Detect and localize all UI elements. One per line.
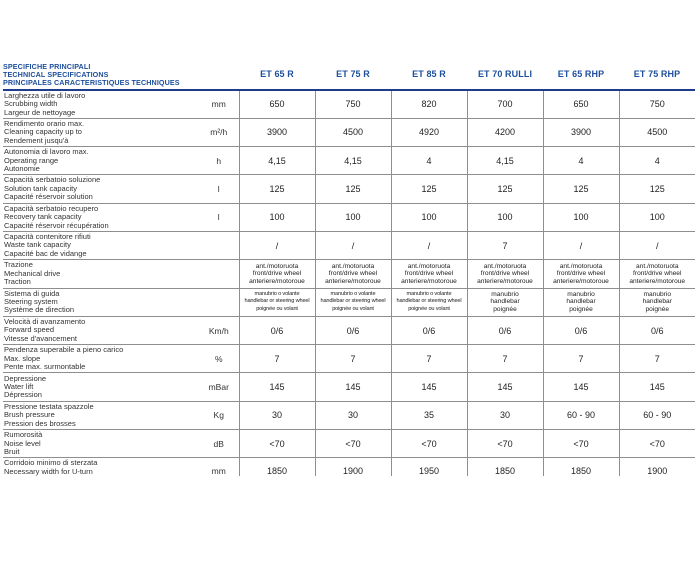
spec-label-line: Noise level — [4, 438, 41, 448]
spec-value: / — [543, 231, 619, 259]
spec-label-line: Traction — [4, 277, 31, 287]
spec-label-line: Pression des brosses — [4, 418, 76, 428]
spec-label-line: Capacità contenitore rifiuti — [4, 232, 91, 242]
spec-value-line: manubrio — [567, 290, 595, 298]
spec-unit: mBar — [199, 373, 239, 401]
spec-value: 0/6 — [391, 316, 467, 344]
spec-value: 700 — [467, 90, 543, 118]
spec-value: <70 — [239, 430, 315, 458]
spec-label — [3, 147, 199, 175]
spec-value: 650 — [543, 90, 619, 118]
spec-value: 7 — [467, 231, 543, 259]
page-margin — [0, 476, 700, 571]
spec-value-line: anteriere/motoroue — [249, 277, 305, 285]
spec-label-line: Pendenza superabile a pieno carico — [4, 345, 124, 355]
spec-value — [619, 260, 695, 288]
table-row — [3, 118, 695, 146]
table-row — [3, 345, 695, 373]
spec-value: 100 — [315, 203, 391, 231]
spec-label-line: Autonomie — [4, 163, 40, 173]
table-body — [3, 90, 695, 485]
spec-value: 125 — [391, 175, 467, 203]
spec-label-line: Solution tank capacity — [4, 183, 77, 193]
spec-value: 750 — [619, 90, 695, 118]
spec-unit — [199, 260, 239, 288]
spec-value-line: handlebar — [566, 298, 596, 306]
spec-value-line: poignée — [493, 306, 517, 314]
spec-label-line: Système de direction — [4, 305, 75, 315]
spec-value: 145 — [543, 373, 619, 401]
spec-value: 1900 — [315, 458, 391, 485]
table-header-row — [3, 59, 695, 90]
spec-value-line: ant./motoruota — [635, 262, 679, 270]
spec-value-line: anteriere/motoroue — [325, 277, 381, 285]
spec-value-line: handlebar or steering wheel — [396, 298, 462, 305]
spec-value: 125 — [467, 175, 543, 203]
spec-label-line: Capacità serbatoio soluzione — [4, 175, 101, 185]
spec-value — [543, 288, 619, 316]
spec-value-line: handlebar — [490, 298, 520, 306]
spec-value: 145 — [315, 373, 391, 401]
spec-value: 0/6 — [543, 316, 619, 344]
spec-value-line: front/drive wheel — [328, 270, 378, 278]
spec-label-line: Capacité bac de vidange — [4, 248, 87, 258]
spec-label-line: Steering system — [4, 297, 58, 307]
spec-label — [3, 288, 199, 316]
table-row — [3, 288, 695, 316]
spec-unit: l — [199, 203, 239, 231]
spec-label-line: Depressione — [4, 373, 47, 383]
spec-label — [3, 430, 199, 458]
spec-value: 145 — [391, 373, 467, 401]
model-header: ET 65 RHP — [543, 59, 619, 90]
spec-value: 125 — [619, 175, 695, 203]
spec-label-line: Capacità serbatoio recupero — [4, 203, 99, 213]
spec-value-line: front/drive wheel — [480, 270, 530, 278]
spec-value: 100 — [239, 203, 315, 231]
model-header: ET 70 RULLI — [467, 59, 543, 90]
table-row — [3, 401, 695, 429]
spec-value: 7 — [391, 345, 467, 373]
spec-label-line: Water lift — [4, 381, 34, 391]
spec-value-line: ant./motoruota — [483, 262, 527, 270]
spec-label — [3, 401, 199, 429]
spec-value: 0/6 — [467, 316, 543, 344]
title-line: PRINCIPALES CARACTERISTIQUES TECHNIQUES — [3, 78, 180, 87]
spec-label-line: Velocità di avanzamento — [4, 316, 86, 326]
spec-label-line: Sistema di guida — [4, 288, 60, 298]
spec-value: 4500 — [619, 118, 695, 146]
spec-value: 4,15 — [467, 147, 543, 175]
spec-label-line: Recovery tank capacity — [4, 212, 82, 222]
spec-value — [315, 288, 391, 316]
spec-value-line: ant./motoruota — [255, 262, 299, 270]
spec-value: 4,15 — [239, 147, 315, 175]
spec-label-line: Operating range — [4, 155, 59, 165]
spec-value: 650 — [239, 90, 315, 118]
spec-value: 7 — [239, 345, 315, 373]
spec-value-line: anteriere/motoroue — [477, 277, 533, 285]
spec-label-line: Scrubbing width — [4, 99, 58, 109]
spec-value: 4 — [391, 147, 467, 175]
spec-label-line: Trazione — [4, 260, 33, 270]
spec-label-line: Cleaning capacity up to — [4, 127, 82, 137]
spec-label-line: Necessary width for U-turn — [4, 466, 93, 476]
spec-value: 30 — [467, 401, 543, 429]
spec-value-line: anteriere/motoroue — [629, 277, 686, 285]
spec-value: 4200 — [467, 118, 543, 146]
specifications-table — [3, 59, 695, 485]
spec-label — [3, 203, 199, 231]
spec-value-line: poignée ou volant — [256, 306, 298, 313]
spec-label-line: Waste tank capacity — [4, 240, 71, 250]
spec-value: 145 — [467, 373, 543, 401]
spec-value: 4 — [619, 147, 695, 175]
spec-value-line: handlebar or steering wheel — [244, 298, 310, 305]
spec-label-line: Larghezza utile di lavoro — [4, 90, 86, 100]
spec-value-line: poignée ou volant — [408, 306, 450, 313]
spec-value: 60 - 90 — [619, 401, 695, 429]
spec-value: 1850 — [467, 458, 543, 485]
spec-value-line: manubrio o volante — [254, 290, 300, 297]
spec-label-line: Capacité réservoir solution — [4, 192, 93, 202]
spec-unit: m²/h — [199, 118, 239, 146]
spec-value: 7 — [315, 345, 391, 373]
spec-value: 3900 — [239, 118, 315, 146]
spec-label — [3, 316, 199, 344]
spec-label-line: Dépression — [4, 390, 42, 400]
table-row — [3, 373, 695, 401]
spec-value-line: front/drive wheel — [404, 270, 454, 278]
spec-value: 7 — [467, 345, 543, 373]
table-row — [3, 175, 695, 203]
spec-value — [467, 288, 543, 316]
spec-value: 30 — [239, 401, 315, 429]
spec-value: <70 — [619, 430, 695, 458]
spec-label-line: Rendement jusqu'à — [4, 135, 69, 145]
spec-value — [467, 260, 543, 288]
spec-label — [3, 345, 199, 373]
spec-value-line: front/drive wheel — [556, 270, 606, 278]
spec-label-line: Pressione testata spazzole — [4, 401, 94, 411]
spec-value: <70 — [391, 430, 467, 458]
spec-value: 60 - 90 — [543, 401, 619, 429]
table-row — [3, 316, 695, 344]
spec-unit: h — [199, 147, 239, 175]
spec-value — [543, 260, 619, 288]
spec-value: 30 — [315, 401, 391, 429]
table-row — [3, 90, 695, 118]
spec-value-line: poignée — [569, 306, 593, 314]
spec-label-line: Vitesse d'avancement — [4, 333, 78, 343]
spec-value: 1850 — [239, 458, 315, 485]
title-line: TECHNICAL SPECIFICATIONS — [3, 70, 109, 79]
spec-value: 820 — [391, 90, 467, 118]
spec-value — [315, 260, 391, 288]
spec-unit — [199, 231, 239, 259]
spec-label-line: Rendimento orario max. — [4, 118, 85, 128]
model-header: ET 85 R — [391, 59, 467, 90]
spec-value: 100 — [391, 203, 467, 231]
spec-label-line: Corridoio minimo di sterzata — [4, 458, 98, 468]
spec-value — [619, 288, 695, 316]
spec-value: 125 — [543, 175, 619, 203]
spec-unit: dB — [199, 430, 239, 458]
spec-value: 0/6 — [239, 316, 315, 344]
table-row — [3, 147, 695, 175]
spec-label-line: Mechanical drive — [4, 268, 61, 278]
spec-value: 4 — [543, 147, 619, 175]
spec-value-line: anteriere/motoroue — [553, 277, 609, 285]
model-header: ET 75 RHP — [619, 59, 695, 90]
spec-value-line: ant./motoruota — [331, 262, 375, 270]
spec-value: 100 — [543, 203, 619, 231]
spec-value: <70 — [467, 430, 543, 458]
table-row — [3, 260, 695, 288]
spec-sheet — [3, 59, 695, 485]
spec-value: 125 — [315, 175, 391, 203]
table-row — [3, 430, 695, 458]
spec-value-line: poignée ou volant — [332, 306, 374, 313]
spec-value-line: front/drive wheel — [252, 270, 302, 278]
spec-label-line: Forward speed — [4, 325, 55, 335]
spec-value — [391, 288, 467, 316]
spec-value: 1850 — [543, 458, 619, 485]
spec-label-line: Rumorosità — [4, 430, 43, 440]
spec-value: / — [619, 231, 695, 259]
spec-unit: l — [199, 175, 239, 203]
spec-label — [3, 90, 199, 118]
spec-label — [3, 231, 199, 259]
spec-value: 0/6 — [619, 316, 695, 344]
title-line: SPECIFICHE PRINCIPALI — [3, 62, 91, 71]
spec-value: / — [315, 231, 391, 259]
spec-value — [239, 288, 315, 316]
spec-value-line: manubrio — [643, 290, 671, 298]
spec-value: <70 — [315, 430, 391, 458]
spec-value: 145 — [239, 373, 315, 401]
spec-value: 3900 — [543, 118, 619, 146]
spec-value: 1900 — [619, 458, 695, 485]
spec-value — [239, 260, 315, 288]
spec-value-line: manubrio — [491, 290, 519, 298]
spec-label — [3, 175, 199, 203]
spec-value-line: handlebar or steering wheel — [320, 298, 386, 305]
table-row — [3, 231, 695, 259]
spec-value: 100 — [467, 203, 543, 231]
spec-value: 7 — [543, 345, 619, 373]
spec-value-line: ant./motoruota — [559, 262, 603, 270]
spec-label-line: Bruit — [4, 446, 20, 456]
spec-label-line: Autonomia di lavoro max. — [4, 147, 89, 157]
spec-label-line: Max. slope — [4, 353, 41, 363]
spec-value-line: ant./motoruota — [407, 262, 451, 270]
spec-label — [3, 260, 199, 288]
spec-label-line: Pente max. surmontable — [4, 362, 86, 372]
spec-value: / — [239, 231, 315, 259]
table-title — [3, 59, 199, 90]
spec-label-line: Largeur de nettoyage — [4, 107, 76, 117]
spec-value: 125 — [239, 175, 315, 203]
spec-unit: % — [199, 345, 239, 373]
spec-value-line: front/drive wheel — [633, 270, 682, 278]
model-header: ET 65 R — [239, 59, 315, 90]
spec-value-line: handlebar — [642, 298, 672, 306]
spec-value-line: manubrio o volante — [406, 290, 452, 297]
spec-value: 145 — [619, 373, 695, 401]
spec-value: 0/6 — [315, 316, 391, 344]
spec-unit: Kg — [199, 401, 239, 429]
unit-column-header — [199, 59, 239, 90]
spec-value: / — [391, 231, 467, 259]
spec-value: <70 — [543, 430, 619, 458]
spec-unit: mm — [199, 458, 239, 485]
spec-unit — [199, 288, 239, 316]
spec-label — [3, 118, 199, 146]
spec-label-line: Brush pressure — [4, 410, 55, 420]
spec-value-line: poignée — [645, 306, 669, 314]
spec-value-line: anteriere/motoroue — [401, 277, 457, 285]
spec-unit: Km/h — [199, 316, 239, 344]
spec-unit: mm — [199, 90, 239, 118]
spec-value-line: manubrio o volante — [330, 290, 376, 297]
spec-value: 1950 — [391, 458, 467, 485]
spec-value: 100 — [619, 203, 695, 231]
spec-value: 35 — [391, 401, 467, 429]
spec-value: 4920 — [391, 118, 467, 146]
model-header: ET 75 R — [315, 59, 391, 90]
spec-value: 7 — [619, 345, 695, 373]
spec-value — [391, 260, 467, 288]
table-row — [3, 203, 695, 231]
spec-value: 4500 — [315, 118, 391, 146]
spec-label — [3, 373, 199, 401]
spec-value: 750 — [315, 90, 391, 118]
spec-label-line: Capacité réservoir récupération — [4, 220, 109, 230]
spec-value: 4,15 — [315, 147, 391, 175]
